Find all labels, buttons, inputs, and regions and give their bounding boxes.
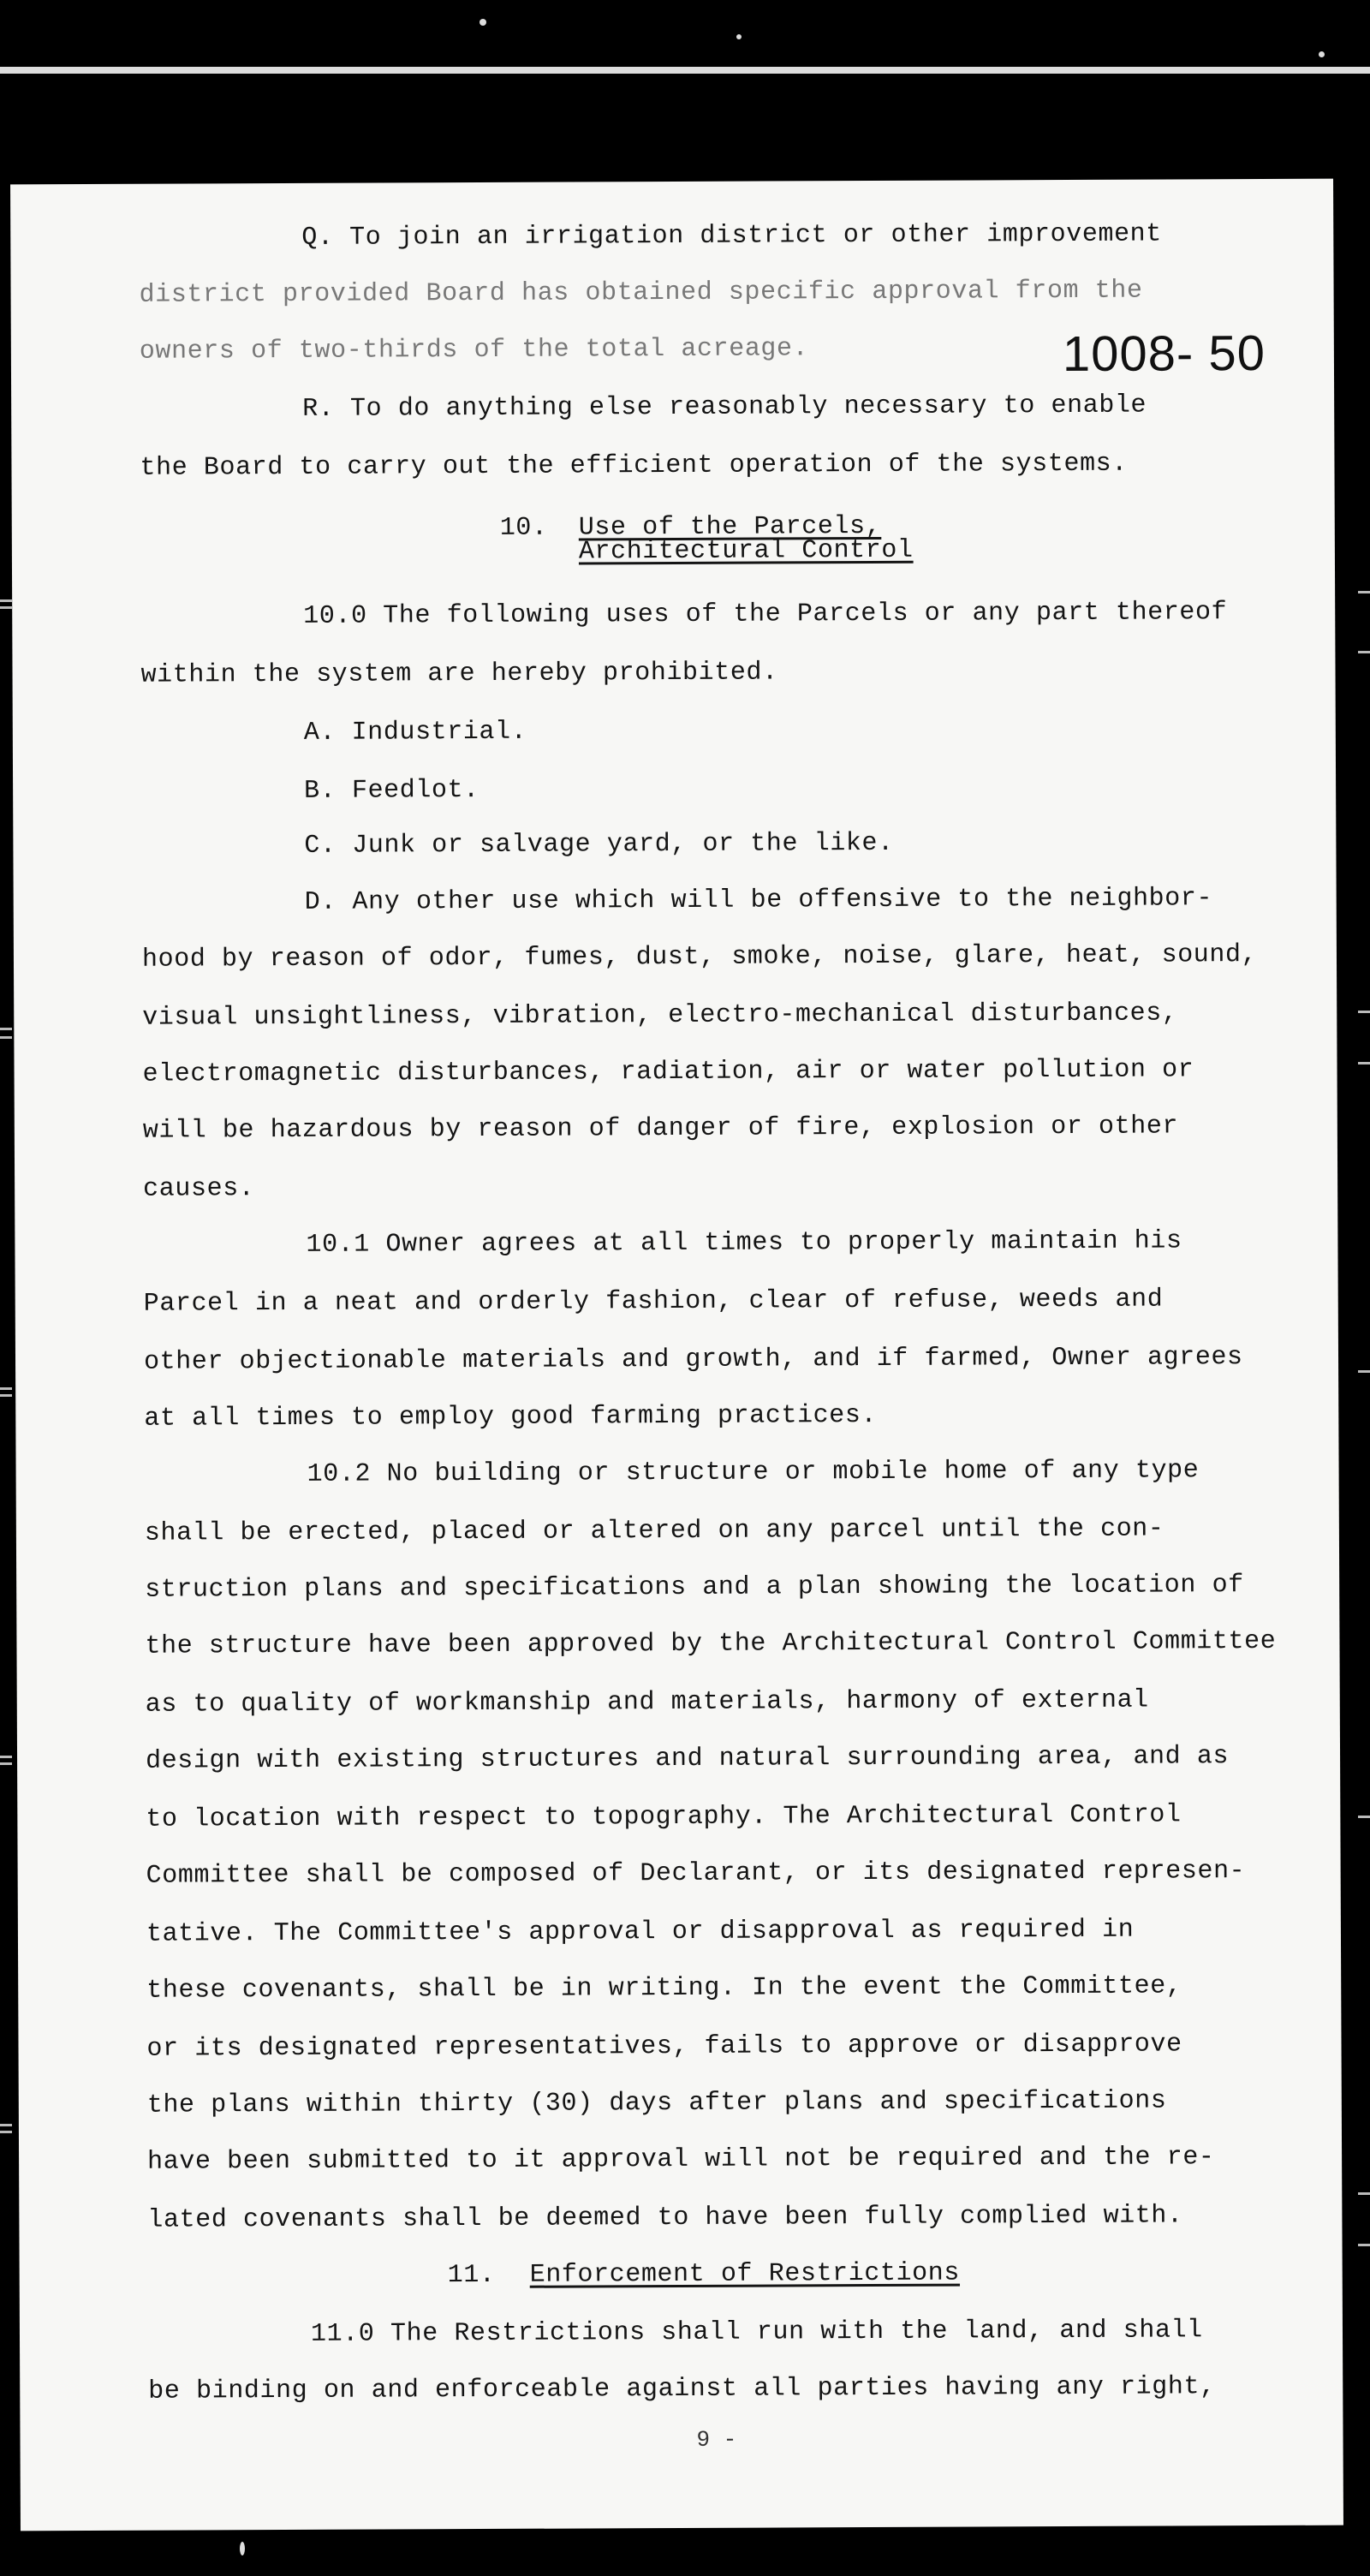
section-10-heading-line-1: Use of the Parcels, bbox=[578, 511, 882, 543]
text-line: within the system are hereby prohibited. bbox=[140, 658, 778, 690]
page-number: 9 - bbox=[696, 2426, 737, 2453]
text-line: tative. The Committee's approval or disapproval as required in bbox=[146, 1915, 1135, 1949]
scan-speck bbox=[736, 34, 742, 39]
text-line: district provided Board has obtained specific approval from the bbox=[139, 276, 1143, 310]
text-line: 11.0 The Restrictions shall run with the land, and shall bbox=[310, 2316, 1203, 2349]
text-line: shall be erected, placed or altered on any parcel until the con- bbox=[144, 1514, 1164, 1548]
text-line: electromagnetic disturbances, radiation, air or water pollution or bbox=[142, 1055, 1194, 1089]
text-line: hood by reason of odor, fumes, dust, smoke, noise, glare, heat, sound, bbox=[141, 940, 1258, 975]
text-line: to location with respect to topography. The Architectural Control bbox=[146, 1800, 1182, 1834]
scan-left-edge-marks bbox=[0, 0, 12, 2576]
text-line: the plans within thirty (30) days after plans and specifications bbox=[146, 2086, 1167, 2120]
text-line: or its designated representatives, fails to approve or disapprove bbox=[146, 2030, 1182, 2064]
section-10-heading-line-2: Architectural Control bbox=[578, 535, 914, 567]
text-line: 10.2 No building or structure or mobile home of any type bbox=[307, 1456, 1200, 1489]
list-item-b: B. Feedlot. bbox=[304, 776, 480, 806]
text-line: design with existing structures and natural surrounding area, and as bbox=[145, 1742, 1230, 1776]
scan-speck bbox=[240, 2542, 245, 2555]
text-line: 10.1 Owner agrees at all times to properly maintain his bbox=[306, 1226, 1182, 1260]
list-item-d: D. Any other use which will be offensive to the neighbor- bbox=[304, 884, 1213, 917]
text-line: Parcel in a neat and orderly fashion, clear of refuse, weeds and bbox=[143, 1285, 1164, 1319]
text-line: lated covenants shall be deemed to have been fully complied with. bbox=[147, 2201, 1183, 2235]
document-page bbox=[10, 179, 1343, 2531]
scan-top-rule bbox=[0, 67, 1370, 74]
text-line: causes. bbox=[143, 1174, 255, 1204]
text-line: other objectionable materials and growth, and if farmed, Owner agrees bbox=[143, 1343, 1243, 1377]
text-line: Q. To join an irrigation district or other improvement bbox=[301, 219, 1162, 253]
text-line: struction plans and specifications and a plan showing the location of bbox=[145, 1571, 1244, 1605]
text-line: the structure have been approved by the Architectural Control Committee bbox=[145, 1626, 1277, 1661]
scan-top-border bbox=[0, 0, 1370, 69]
text-line: Committee shall be composed of Declarant, or its designated represen- bbox=[146, 1857, 1246, 1891]
scan-right-edge-marks bbox=[1358, 0, 1370, 2576]
section-11-heading: Enforcement of Restrictions bbox=[529, 2258, 961, 2290]
text-line: these covenants, shall be in writing. In the event the Committee, bbox=[146, 1971, 1182, 2006]
text-line: 10.0 The following uses of the Parcels or any part thereof bbox=[303, 598, 1228, 631]
text-line: have been submitted to it approval will not be required and the re- bbox=[147, 2143, 1215, 2177]
text-line: be binding on and enforceable against all parties having any right, bbox=[148, 2372, 1216, 2406]
text-line: owners of two-thirds of the total acreage. bbox=[139, 334, 809, 367]
text-line: will be hazardous by reason of danger of fire, explosion or other bbox=[142, 1112, 1179, 1146]
text-line: visual unsightliness, vibration, electro-mechanical disturbances, bbox=[142, 999, 1178, 1033]
section-10-number: 10. bbox=[499, 513, 548, 543]
page-stamp: 1008- 50 bbox=[1062, 325, 1266, 383]
section-11-number: 11. bbox=[447, 2260, 496, 2291]
text-line: the Board to carry out the efficient operation of the systems. bbox=[140, 449, 1128, 483]
text-line: R. To do anything else reasonably necessary to enable bbox=[302, 391, 1147, 424]
text-line: as to quality of workmanship and materials, harmony of external bbox=[145, 1685, 1149, 1720]
scan-speck bbox=[480, 19, 486, 26]
list-item-a: A. Industrial. bbox=[303, 717, 527, 748]
scan-speck bbox=[1319, 51, 1325, 57]
text-line: at all times to employ good farming practices. bbox=[144, 1400, 878, 1434]
list-item-c: C. Junk or salvage yard, or the like. bbox=[304, 828, 894, 861]
